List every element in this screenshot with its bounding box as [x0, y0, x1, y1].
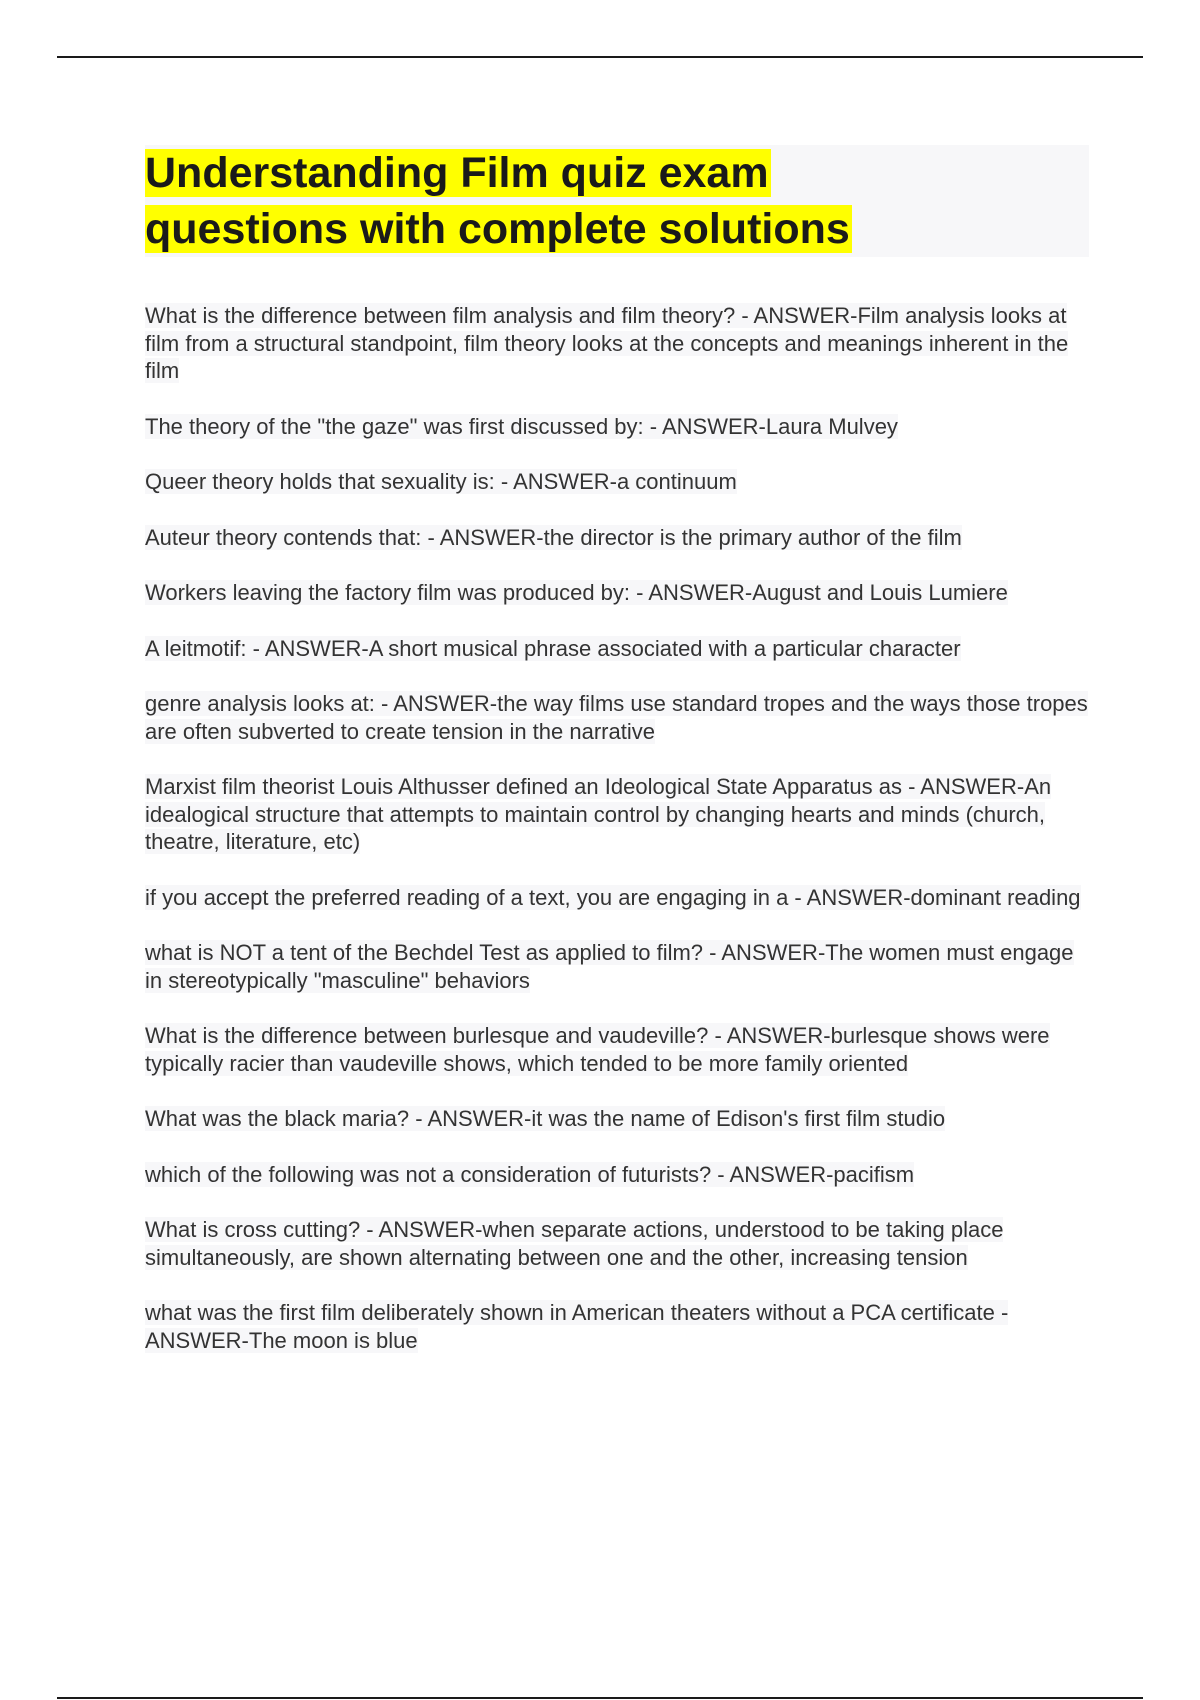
- qa-item-14: What is cross cutting? - ANSWER-when separate actions, understood to be taking place simultaneously, are shown alternating between one and the other, increasing tension: [145, 1217, 1004, 1270]
- qa-item-6: A leitmotif: - ANSWER-A short musical phrase associated with a particular character: [145, 635, 961, 661]
- qa-item-1: What is the difference between film analysis and film theory? - ANSWER-Film analysis looks at film from a structural standpoint, film theory looks at the concepts and meanings inherent in the film: [145, 303, 1069, 383]
- qa-item-9: if you accept the preferred reading of a text, you are engaging in a - ANSWER-dominant reading: [145, 884, 1081, 910]
- top-rule: [57, 56, 1143, 58]
- qa-item-12: What was the black maria? - ANSWER-it was the name of Edison's first film studio: [145, 1106, 946, 1131]
- qa-item-4: Auteur theory contends that: - ANSWER-the director is the primary author of the film: [145, 524, 962, 550]
- document-title: [145, 145, 945, 257]
- title-block: [145, 145, 1089, 257]
- qa-item-13: which of the following was not a consideration of futurists? - ANSWER-pacifism: [145, 1161, 915, 1187]
- qa-item-11: What is the difference between burlesque and vaudeville? - ANSWER-burlesque shows were typically racier than vaudeville shows, which tended to be more family oriented: [145, 1023, 1050, 1076]
- qa-item-10: what is NOT a tent of the Bechdel Test as applied to film? - ANSWER-The women must engage in stereotypically "masculine" behaviors: [145, 940, 1074, 993]
- qa-item-5: Workers leaving the factory film was produced by: - ANSWER-August and Louis Lumiere: [145, 580, 1008, 605]
- qa-item-3: Queer theory holds that sexuality is: - ANSWER-a continuum: [145, 469, 737, 494]
- bottom-rule: [57, 1697, 1143, 1699]
- qa-list: [145, 302, 1090, 1382]
- qa-item-8: Marxist film theorist Louis Althusser defined an Ideological State Apparatus as - ANSWER-An idealogical structure that attempts to maintain control by changing hearts and minds (church, theatre, literature, etc): [145, 774, 1052, 854]
- qa-item-7: genre analysis looks at: - ANSWER-the way films use standard tropes and the ways those tropes are often subverted to create tension in the narrative: [145, 691, 1088, 744]
- qa-item-15: what was the first film deliberately shown in American theaters without a PCA certificate - ANSWER-The moon is blue: [145, 1300, 1009, 1353]
- qa-item-2: The theory of the "the gaze" was first discussed by: - ANSWER-Laura Mulvey: [145, 413, 898, 439]
- document-title-text: Understanding Film quiz exam questions with complete solutions: [145, 149, 850, 253]
